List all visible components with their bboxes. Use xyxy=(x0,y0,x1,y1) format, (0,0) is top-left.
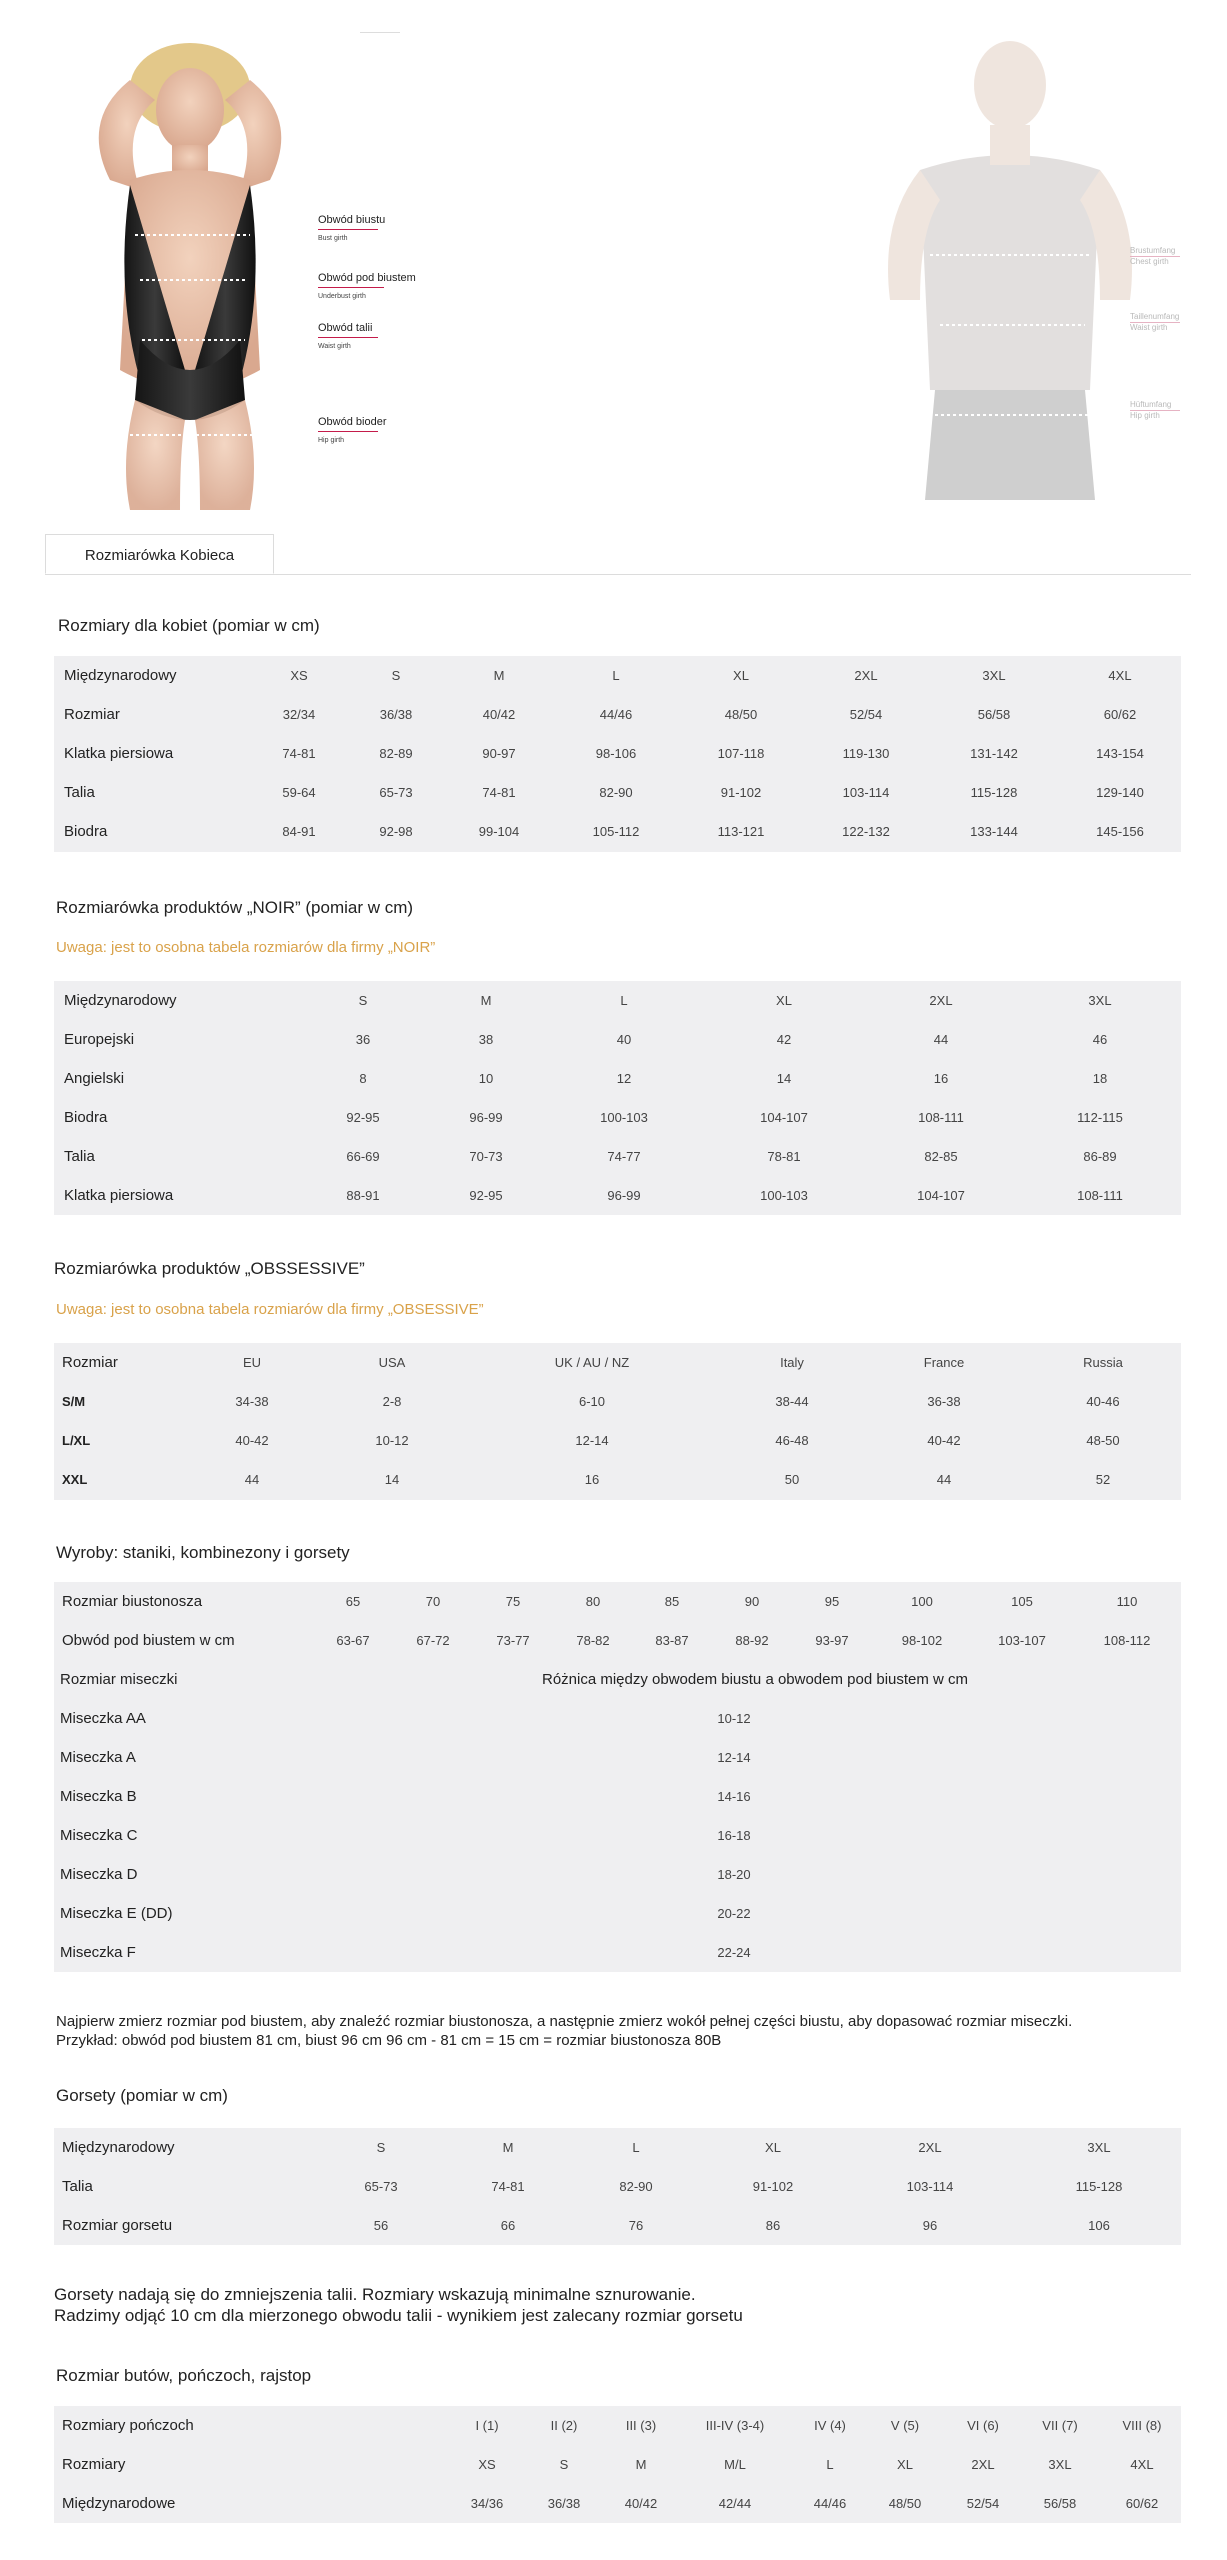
table-cell: L xyxy=(612,668,620,683)
table-cell: XL xyxy=(765,2140,781,2155)
table-cell: 74-77 xyxy=(607,1149,641,1164)
table-cell: 60/62 xyxy=(1103,707,1137,722)
table-cell: 103-114 xyxy=(906,2179,954,2194)
table-cell: 14 xyxy=(384,1472,400,1487)
man-callout-waist-sub: Waist girth xyxy=(1130,323,1168,332)
corset-instructions xyxy=(54,2284,743,2326)
table-cell: 32/34 xyxy=(282,707,316,722)
noir-note: Uwaga: jest to osobna tabela rozmiarów dla firmy „NOIR” xyxy=(56,939,436,956)
section-title-obsessive: Rozmiarówka produktów „OBSSESSIVE” xyxy=(54,1259,365,1278)
row-label: Talia xyxy=(62,2178,93,2195)
table-cell: 44/46 xyxy=(813,2496,847,2511)
table-cell: 50 xyxy=(784,1472,800,1487)
cup-label: Miseczka F xyxy=(60,1944,136,1961)
table-row xyxy=(54,695,1181,734)
table-cell: M/L xyxy=(724,2457,746,2472)
bra-instructions-line-2: Przykład: obwód pod biustem 81 cm, biust 96 cm 96 cm - 81 cm = 15 cm = rozmiar biustonosza 80B xyxy=(56,2032,722,2049)
callout-hip xyxy=(318,416,387,447)
table-cell: VIII (8) xyxy=(1122,2418,1162,2433)
table-cell: III (3) xyxy=(625,2418,657,2433)
cup-row xyxy=(54,1894,1181,1933)
table-row xyxy=(54,812,1181,851)
table-cell: 88-92 xyxy=(735,1633,769,1648)
table-cell: 65 xyxy=(345,1594,361,1609)
row-label: Rozmiary xyxy=(62,2456,126,2473)
table-cell: 46 xyxy=(1092,1032,1108,1047)
table-cell: 63-67 xyxy=(336,1633,370,1648)
cup-label: Miseczka AA xyxy=(60,1710,146,1727)
table-cell: 52 xyxy=(1095,1472,1111,1487)
corset-size-table xyxy=(54,2128,1181,2245)
table-cell: 129-140 xyxy=(1096,785,1144,800)
cup-label: Miseczka A xyxy=(60,1749,136,1766)
table-cell: 100-103 xyxy=(760,1188,808,1203)
table-cell: 3XL xyxy=(1048,2457,1072,2472)
man-callout-chest-label: Brustumfang xyxy=(1130,246,1176,255)
row-label: Biodra xyxy=(64,823,108,840)
table-cell: 56/58 xyxy=(977,707,1011,722)
hero-banner xyxy=(0,0,1227,520)
cup-row xyxy=(54,1738,1181,1777)
stockings-size-table xyxy=(54,2406,1181,2523)
row-label: Talia xyxy=(64,784,95,801)
table-cell: S xyxy=(358,993,368,1008)
table-row xyxy=(54,2167,1181,2206)
table-cell: 48/50 xyxy=(888,2496,922,2511)
table-cell: 66 xyxy=(500,2218,516,2233)
table-row xyxy=(54,773,1181,812)
callout-underbust-sub: Underbust girth xyxy=(318,293,366,300)
table-cell: 103-107 xyxy=(998,1633,1046,1648)
callout-waist xyxy=(318,322,378,353)
table-cell: 143-154 xyxy=(1096,746,1144,761)
man-callout-hip-label: Hüftumfang xyxy=(1130,400,1172,409)
table-cell: 3XL xyxy=(1087,2140,1111,2155)
row-label: Międzynarodowy xyxy=(62,2139,175,2156)
table-cell: 100 xyxy=(911,1594,933,1609)
row-label: XXL xyxy=(62,1472,88,1487)
table-cell: 66-69 xyxy=(346,1149,380,1164)
table-cell: 60/62 xyxy=(1125,2496,1159,2511)
table-cell: 48-50 xyxy=(1086,1433,1120,1448)
table-cell: VI (6) xyxy=(967,2418,999,2433)
table-cell: 52/54 xyxy=(849,707,883,722)
table-cell: 96-99 xyxy=(469,1110,503,1125)
cup-row xyxy=(54,1855,1181,1894)
table-cell: 6-10 xyxy=(578,1394,606,1409)
row-label: Rozmiar xyxy=(64,706,120,723)
cup-label: Miseczka B xyxy=(60,1788,137,1805)
table-cell: 86 xyxy=(765,2218,781,2233)
table-cell: 90 xyxy=(744,1594,760,1609)
table-cell: XL xyxy=(776,993,792,1008)
table-cell: 3XL xyxy=(982,668,1006,683)
table-cell: IV (4) xyxy=(814,2418,846,2433)
table-cell: 92-95 xyxy=(469,1188,503,1203)
table-cell: M xyxy=(480,993,492,1008)
table-cell: 34-38 xyxy=(235,1394,269,1409)
table-cell: 91-102 xyxy=(752,2179,794,2194)
table-cell: 44 xyxy=(933,1032,949,1047)
row-label: Obwód pod biustem w cm xyxy=(62,1632,235,1649)
women-size-table xyxy=(54,656,1181,852)
table-cell: 44/46 xyxy=(599,707,633,722)
bra-size-table xyxy=(54,1582,1181,1972)
table-cell: 4XL xyxy=(1108,668,1132,683)
cup-value: 22-24 xyxy=(717,1945,751,1960)
table-cell: XL xyxy=(733,668,749,683)
table-cell: 46-48 xyxy=(775,1433,809,1448)
row-label: Klatka piersiowa xyxy=(64,1187,174,1204)
callout-waist-label: Obwód talii xyxy=(318,322,373,334)
section-title-noir: Rozmiarówka produktów „NOIR” (pomiar w cm) xyxy=(56,898,414,917)
table-cell: 65-73 xyxy=(364,2179,398,2194)
table-cell: 93-97 xyxy=(815,1633,849,1648)
table-cell: 119-130 xyxy=(842,746,890,761)
man-callout-chest-sub: Chest girth xyxy=(1130,257,1169,266)
table-cell: III-IV (3-4) xyxy=(705,2418,765,2433)
table-cell: 42/44 xyxy=(718,2496,752,2511)
table-cell: L xyxy=(632,2140,640,2155)
table-cell: L xyxy=(620,993,628,1008)
table-row xyxy=(54,1343,1181,1382)
table-cell: France xyxy=(923,1355,965,1370)
table-cell: 74-81 xyxy=(491,2179,525,2194)
table-row xyxy=(54,1059,1181,1098)
section-title-corsets: Gorsety (pomiar w cm) xyxy=(56,2086,228,2105)
table-cell: 3XL xyxy=(1088,993,1112,1008)
table-cell: 44 xyxy=(244,1472,260,1487)
row-label: S/M xyxy=(62,1394,86,1409)
bra-instructions xyxy=(56,2012,1072,2050)
table-cell: 38 xyxy=(478,1032,494,1047)
callout-underbust-label: Obwód pod biustem xyxy=(318,272,416,284)
cup-value: 10-12 xyxy=(717,1711,751,1726)
obsessive-size-table xyxy=(54,1343,1181,1500)
cup-value: 18-20 xyxy=(717,1867,751,1882)
cup-label: Miseczka E (DD) xyxy=(60,1905,173,1922)
table-cell: II (2) xyxy=(550,2418,578,2433)
table-cell: 56/58 xyxy=(1043,2496,1077,2511)
table-cell: S xyxy=(559,2457,569,2472)
table-cell: S xyxy=(376,2140,386,2155)
table-cell: XL xyxy=(897,2457,913,2472)
table-row xyxy=(54,656,1181,695)
table-cell: 96 xyxy=(922,2218,938,2233)
table-cell: 10-12 xyxy=(375,1433,409,1448)
table-cell: 40-46 xyxy=(1086,1394,1120,1409)
man-callout-waist xyxy=(1130,312,1180,333)
row-label: Rozmiar xyxy=(62,1354,118,1371)
table-cell: 86-89 xyxy=(1083,1149,1117,1164)
table-cell: S xyxy=(391,668,401,683)
row-label: Angielski xyxy=(64,1070,125,1087)
table-cell: 76 xyxy=(628,2218,644,2233)
table-row xyxy=(54,1421,1181,1460)
table-cell: 105-112 xyxy=(592,824,640,839)
table-cell: 40-42 xyxy=(927,1433,961,1448)
table-cell: 40/42 xyxy=(482,707,516,722)
callout-hip-label: Obwód bioder xyxy=(318,416,387,428)
table-cell: 75 xyxy=(505,1594,521,1609)
table-cell: 16 xyxy=(933,1071,949,1086)
table-row xyxy=(54,1098,1181,1137)
table-cell: 36-38 xyxy=(927,1394,961,1409)
table-cell: 40 xyxy=(616,1032,632,1047)
table-cell: 8 xyxy=(359,1071,367,1086)
cup-value: 16-18 xyxy=(717,1828,751,1843)
table-row xyxy=(54,1621,1181,1660)
table-cell: 59-64 xyxy=(282,785,316,800)
table-row xyxy=(54,1582,1181,1621)
row-label: Biodra xyxy=(64,1109,108,1126)
row-label: Klatka piersiowa xyxy=(64,745,174,762)
table-cell: 34/36 xyxy=(470,2496,504,2511)
table-cell: 105 xyxy=(1011,1594,1033,1609)
tab-bar xyxy=(45,534,1191,575)
cup-value: 20-22 xyxy=(717,1906,751,1921)
table-cell: 40/42 xyxy=(624,2496,658,2511)
woman-model-image xyxy=(60,40,320,510)
table-cell: 2XL xyxy=(918,2140,942,2155)
table-cell: 84-91 xyxy=(282,824,316,839)
table-cell: 10 xyxy=(478,1071,494,1086)
divider xyxy=(360,32,400,33)
table-cell: 2XL xyxy=(971,2457,995,2472)
table-cell: VII (7) xyxy=(1042,2418,1078,2433)
table-cell: 38-44 xyxy=(775,1394,809,1409)
table-cell: 99-104 xyxy=(478,824,520,839)
row-label: Rozmiar gorsetu xyxy=(62,2217,173,2234)
table-cell: 85 xyxy=(664,1594,680,1609)
table-cell: M xyxy=(493,668,505,683)
obsessive-note: Uwaga: jest to osobna tabela rozmiarów dla firmy „OBSESSIVE” xyxy=(56,1301,484,1318)
table-cell: 104-107 xyxy=(760,1110,808,1125)
table-cell: 82-90 xyxy=(599,785,633,800)
row-label: L/XL xyxy=(62,1433,91,1448)
table-cell: 78-82 xyxy=(576,1633,610,1648)
table-cell: 16 xyxy=(584,1472,600,1487)
row-label: Międzynarodowe xyxy=(62,2495,176,2512)
corset-instructions-line-2: Radzimy odjąć 10 cm dla mierzonego obwodu talii - wynikiem jest zalecany rozmiar gorsetu xyxy=(54,2306,743,2325)
table-cell: 106 xyxy=(1088,2218,1110,2233)
row-label: Rozmiary pończoch xyxy=(62,2417,194,2434)
table-cell: 40-42 xyxy=(235,1433,269,1448)
table-cell: 108-111 xyxy=(918,1110,964,1125)
callout-bust-label: Obwód biustu xyxy=(318,214,386,226)
table-cell: I (1) xyxy=(475,2418,499,2433)
table-cell: 108-112 xyxy=(1103,1633,1151,1648)
cup-header-row xyxy=(54,1660,1181,1699)
table-cell: Russia xyxy=(1083,1355,1123,1370)
table-cell: M xyxy=(635,2457,647,2472)
table-cell: 104-107 xyxy=(917,1188,965,1203)
cup-row xyxy=(54,1933,1181,1972)
table-cell: 95 xyxy=(824,1594,840,1609)
table-cell: 82-89 xyxy=(379,746,413,761)
table-cell: 12 xyxy=(616,1071,632,1086)
table-cell: 112-115 xyxy=(1077,1110,1123,1125)
callout-underbust xyxy=(318,272,416,303)
table-cell: 67-72 xyxy=(416,1633,450,1648)
table-cell: 44 xyxy=(936,1472,952,1487)
table-cell: 122-132 xyxy=(842,824,890,839)
table-cell: XS xyxy=(290,668,308,683)
table-cell: 83-87 xyxy=(655,1633,689,1648)
cup-value: 12-14 xyxy=(717,1750,751,1765)
table-cell: 113-121 xyxy=(717,824,765,839)
table-cell: 70 xyxy=(425,1594,441,1609)
table-cell: USA xyxy=(378,1355,406,1370)
table-cell: 78-81 xyxy=(767,1149,801,1164)
table-cell: 12-14 xyxy=(575,1433,609,1448)
man-callout-hip xyxy=(1130,400,1180,421)
table-row xyxy=(54,1382,1181,1421)
man-model-image xyxy=(840,30,1180,500)
table-row xyxy=(54,1137,1181,1176)
table-cell: 74-81 xyxy=(282,746,316,761)
row-label: Rozmiar biustonosza xyxy=(62,1593,203,1610)
callout-waist-sub: Waist girth xyxy=(318,343,351,350)
table-cell: 92-98 xyxy=(379,824,413,839)
corset-instructions-line-1: Gorsety nadają się do zmniejszenia talii. Rozmiary wskazują minimalne sznurowanie. xyxy=(54,2285,696,2304)
table-cell: UK / AU / NZ xyxy=(554,1355,630,1370)
table-cell: 108-111 xyxy=(1077,1188,1123,1203)
table-cell: 65-73 xyxy=(379,785,413,800)
table-row xyxy=(54,981,1181,1020)
table-cell: 4XL xyxy=(1130,2457,1154,2472)
table-cell: 96-99 xyxy=(607,1188,641,1203)
tab-womens-size-chart[interactable]: Rozmiarówka Kobieca xyxy=(45,534,274,574)
cup-header-value: Różnica między obwodem biustu a obwodem pod biustem w cm xyxy=(542,1671,969,1688)
table-cell: 52/54 xyxy=(966,2496,1000,2511)
row-label: Międzynarodowy xyxy=(64,992,177,1009)
table-cell: 80 xyxy=(585,1594,601,1609)
callout-bust-sub: Bust girth xyxy=(318,235,348,242)
noir-size-table xyxy=(54,981,1181,1215)
table-cell: 92-95 xyxy=(346,1110,380,1125)
table-cell: 48/50 xyxy=(724,707,758,722)
table-cell: 82-90 xyxy=(619,2179,653,2194)
section-title-stockings: Rozmiar butów, pończoch, rajstop xyxy=(56,2366,312,2385)
table-cell: 98-106 xyxy=(595,746,637,761)
man-callout-chest xyxy=(1130,246,1180,267)
cup-row xyxy=(54,1699,1181,1738)
table-cell: XS xyxy=(478,2457,496,2472)
row-label: Talia xyxy=(64,1148,95,1165)
row-label: Europejski xyxy=(64,1031,135,1048)
cup-label: Miseczka D xyxy=(60,1866,138,1883)
table-cell: 70-73 xyxy=(469,1149,503,1164)
table-cell: M xyxy=(502,2140,514,2155)
table-cell: Italy xyxy=(780,1355,804,1370)
table-row xyxy=(54,734,1181,773)
table-row xyxy=(54,1020,1181,1059)
table-cell: 74-81 xyxy=(482,785,516,800)
table-cell: 2-8 xyxy=(382,1394,402,1409)
table-row xyxy=(54,2128,1181,2167)
callout-hip-sub: Hip girth xyxy=(318,437,345,444)
table-cell: 91-102 xyxy=(720,785,762,800)
table-cell: 56 xyxy=(373,2218,389,2233)
table-row xyxy=(54,2484,1181,2523)
table-cell: 88-91 xyxy=(346,1188,380,1203)
table-cell: 2XL xyxy=(854,668,878,683)
callout-bust xyxy=(318,214,385,245)
table-cell: 14 xyxy=(776,1071,792,1086)
table-cell: L xyxy=(826,2457,834,2472)
man-callout-waist-label: Taillenumfang xyxy=(1130,312,1180,321)
table-cell: 131-142 xyxy=(970,746,1018,761)
table-cell: 100-103 xyxy=(600,1110,648,1125)
table-cell: 42 xyxy=(776,1032,792,1047)
table-cell: 73-77 xyxy=(496,1633,530,1648)
cup-label: Miseczka C xyxy=(60,1827,138,1844)
table-cell: 36 xyxy=(355,1032,371,1047)
table-cell: 82-85 xyxy=(924,1149,958,1164)
table-cell: EU xyxy=(242,1355,262,1370)
table-cell: 2XL xyxy=(929,993,953,1008)
man-callout-hip-sub: Hip girth xyxy=(1130,411,1160,420)
table-cell: 107-118 xyxy=(717,746,765,761)
table-cell: 36/38 xyxy=(547,2496,581,2511)
table-cell: 90-97 xyxy=(482,746,516,761)
row-label: Międzynarodowy xyxy=(64,667,177,684)
table-row xyxy=(54,2445,1181,2484)
table-row xyxy=(54,2406,1181,2445)
table-cell: 36/38 xyxy=(379,707,413,722)
table-row xyxy=(54,1460,1181,1499)
table-cell: 133-144 xyxy=(970,824,1018,839)
table-cell: V (5) xyxy=(890,2418,920,2433)
table-row xyxy=(54,2206,1181,2245)
cup-value: 14-16 xyxy=(717,1789,751,1804)
bra-instructions-line-1: Najpierw zmierz rozmiar pod biustem, aby znaleźć rozmiar biustonosza, a następnie zmierz wokół pełnej części biustu, aby dopasować rozmiar miseczki. xyxy=(56,2013,1073,2030)
table-cell: 18 xyxy=(1092,1071,1108,1086)
table-cell: 145-156 xyxy=(1096,824,1144,839)
cup-header-label: Rozmiar miseczki xyxy=(60,1671,178,1688)
table-cell: 115-128 xyxy=(1075,2179,1123,2194)
cup-row xyxy=(54,1777,1181,1816)
table-row xyxy=(54,1176,1181,1215)
table-cell: 98-102 xyxy=(901,1633,943,1648)
table-cell: 115-128 xyxy=(970,785,1018,800)
table-cell: 103-114 xyxy=(842,785,890,800)
section-title-women-sizes: Rozmiary dla kobiet (pomiar w cm) xyxy=(58,616,320,635)
table-cell: 110 xyxy=(1116,1594,1138,1609)
cup-row xyxy=(54,1816,1181,1855)
section-title-bras: Wyroby: staniki, kombinezony i gorsety xyxy=(56,1543,350,1562)
